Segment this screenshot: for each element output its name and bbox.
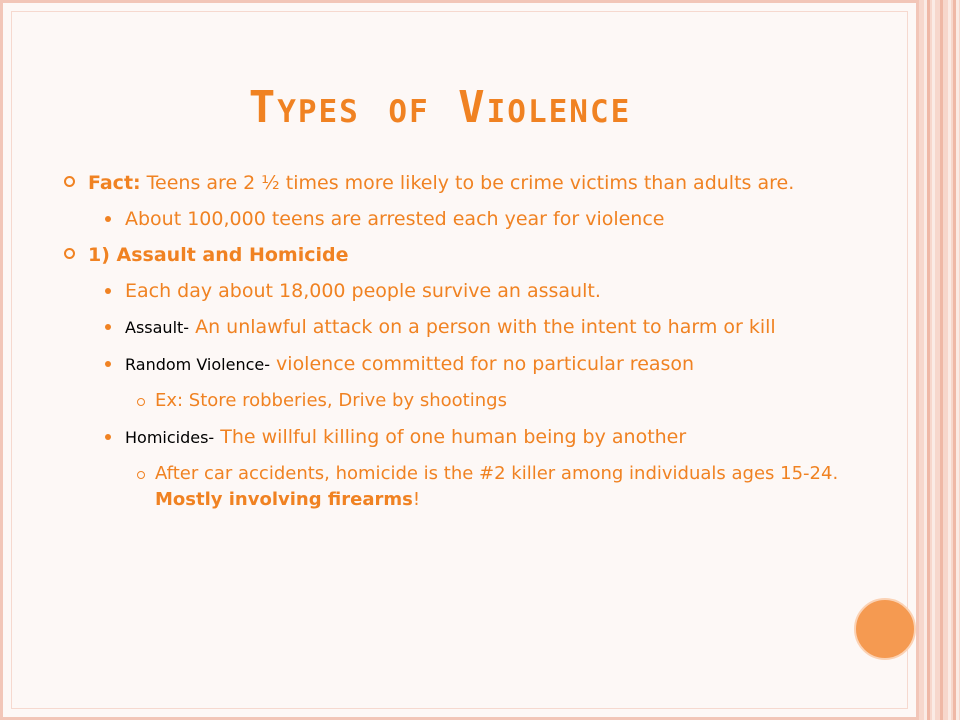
survive-text: Each day about 18,000 people survive an assault. <box>125 280 601 302</box>
homicides-definition: The willful killing of one human being by another <box>214 426 687 448</box>
dot-bullet-icon <box>105 216 111 222</box>
homicide-end: ! <box>412 489 421 510</box>
ring-sub-bullet-icon <box>137 471 145 479</box>
list-item <box>64 461 844 513</box>
random-violence-term: Random Violence- <box>125 355 270 374</box>
dot-bullet-icon <box>105 324 111 330</box>
list-item <box>64 388 844 414</box>
ring-bullet-icon <box>64 248 75 259</box>
decorative-circle <box>854 598 916 660</box>
fact-text: Teens are 2 ½ times more likely to be crime victims than adults are. <box>140 172 795 194</box>
ring-bullet-icon <box>64 176 75 187</box>
fact-label: Fact: <box>88 172 141 194</box>
list-item <box>64 314 844 341</box>
assault-definition: An unlawful attack on a person with the intent to harm or kill <box>189 316 776 338</box>
random-violence-definition: violence committed for no particular reason <box>270 353 695 375</box>
list-item <box>64 278 844 304</box>
list-item <box>64 351 844 378</box>
list-item <box>64 424 844 451</box>
dot-bullet-icon <box>105 434 111 440</box>
homicides-term: Homicides- <box>125 428 215 447</box>
list-item <box>64 170 844 196</box>
ring-sub-bullet-icon <box>137 398 145 406</box>
slide-content <box>64 170 844 513</box>
slide-title: Types of Violence <box>248 82 632 133</box>
dot-bullet-icon <box>105 361 111 367</box>
section-heading: 1) Assault and Homicide <box>88 244 349 266</box>
homicide-note: After car accidents, homicide is the #2 killer among individuals ages 15-24. <box>155 463 839 484</box>
list-item <box>64 206 844 232</box>
assault-term: Assault- <box>125 318 190 337</box>
dot-bullet-icon <box>105 288 111 294</box>
arrests-text: About 100,000 teens are arrested each year for violence <box>125 208 665 230</box>
random-violence-example: Ex: Store robberies, Drive by shootings <box>155 390 507 411</box>
decorative-stripes <box>919 0 960 720</box>
homicide-emphasis: Mostly involving firearms <box>155 489 413 510</box>
list-item <box>64 242 844 268</box>
